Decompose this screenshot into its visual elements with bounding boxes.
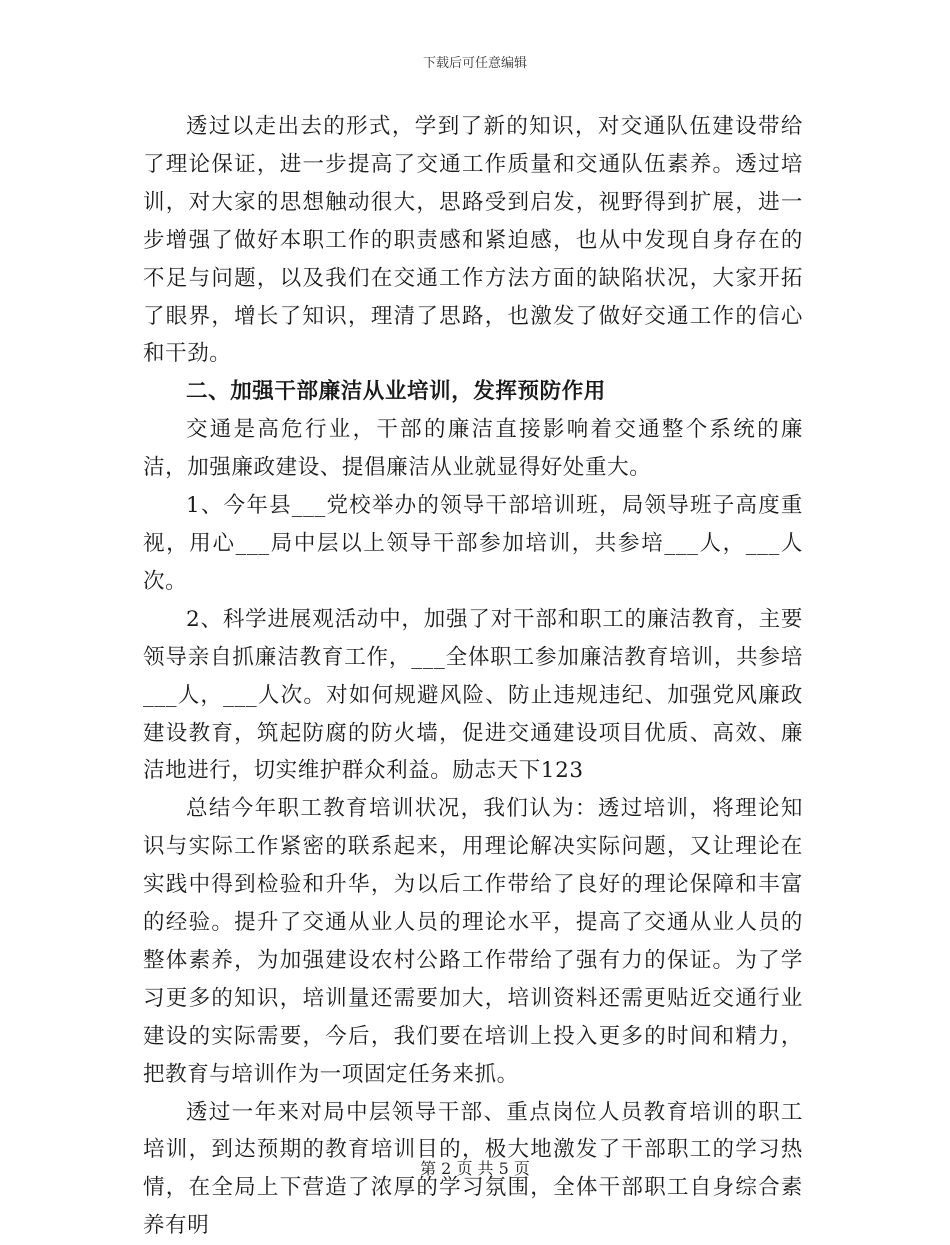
paragraph-integrity-intro: 交通是高危行业，干部的廉洁直接影响着交通整个系统的廉洁，加强廉政建设、提倡廉洁从业就显得好处重大。: [143, 417, 803, 481]
header-note: 下载后可任意编辑: [422, 56, 527, 71]
paragraph-summary: 总结今年职工教育培训状况，我们认为：透过培训，将理论知识与实际工作紧密的联系起来，用理论解决实际问题，又让理论在实践中得到检验和升华，为以后工作带给了良好的理论保障和丰富的经验。提升了交通从业人员的理论水平，提高了交通从业人员的整体素养，为加强建设农村公路工作带给了强有力的保证。为了学习更多的知识，培训量还需要加大，培训资料还需更贴近交通行业建设的实际需要，今后，我们要在培训上投入更多的时间和精力，把教育与培训作为一项固定任务来抓。: [143, 796, 803, 1087]
document-body: [143, 108, 803, 1245]
section-heading-integrity-training: 二、加强干部廉洁从业培训，发挥预防作用: [186, 379, 606, 405]
paragraph-training-results: 透过以走出去的形式，学到了新的知识，对交通队伍建设带给了理论保证，进一步提高了交通工作质量和交通队伍素养。透过培训，对大家的思想触动很大，思路受到启发，视野得到扩展，进一步增强了做好本职工作的职责感和紧迫感，也从中发现自身存在的不足与问题，以及我们在交通工作方法方面的缺陷状况，大家开拓了眼界，增长了知识，理清了思路，也激发了做好交通工作的信心和干劲。: [143, 114, 803, 367]
page-number: 第 2 页 共 5 页: [420, 1159, 530, 1178]
paragraph-item-2: 2、科学进展观活动中，加强了对干部和职工的廉洁教育，主要领导亲自抓廉洁教育工作，___全体职工参加廉洁教育培训，共参培___人，___人次。对如何规避风险、防止违规违纪、加强党风廉政建设教育，筑起防腐的防火墙，促进交通建设项目优质、高效、廉洁地进行，切实维护群众利益。励志天下123: [143, 606, 803, 784]
paragraph-conclusion: 透过一年来对局中层领导干部、重点岗位人员教育培训的职工培训，到达预期的教育培训目的，极大地激发了干部职工的学习热情，在全局上下营造了浓厚的学习氛围，全体干部职工自身综合素养有明: [143, 1099, 803, 1239]
paragraph-item-1: 1、今年县___党校举办的领导干部培训班，局领导班子高度重视，用心___局中层以上领导干部参加培训，共参培___人，___人次。: [143, 493, 803, 594]
